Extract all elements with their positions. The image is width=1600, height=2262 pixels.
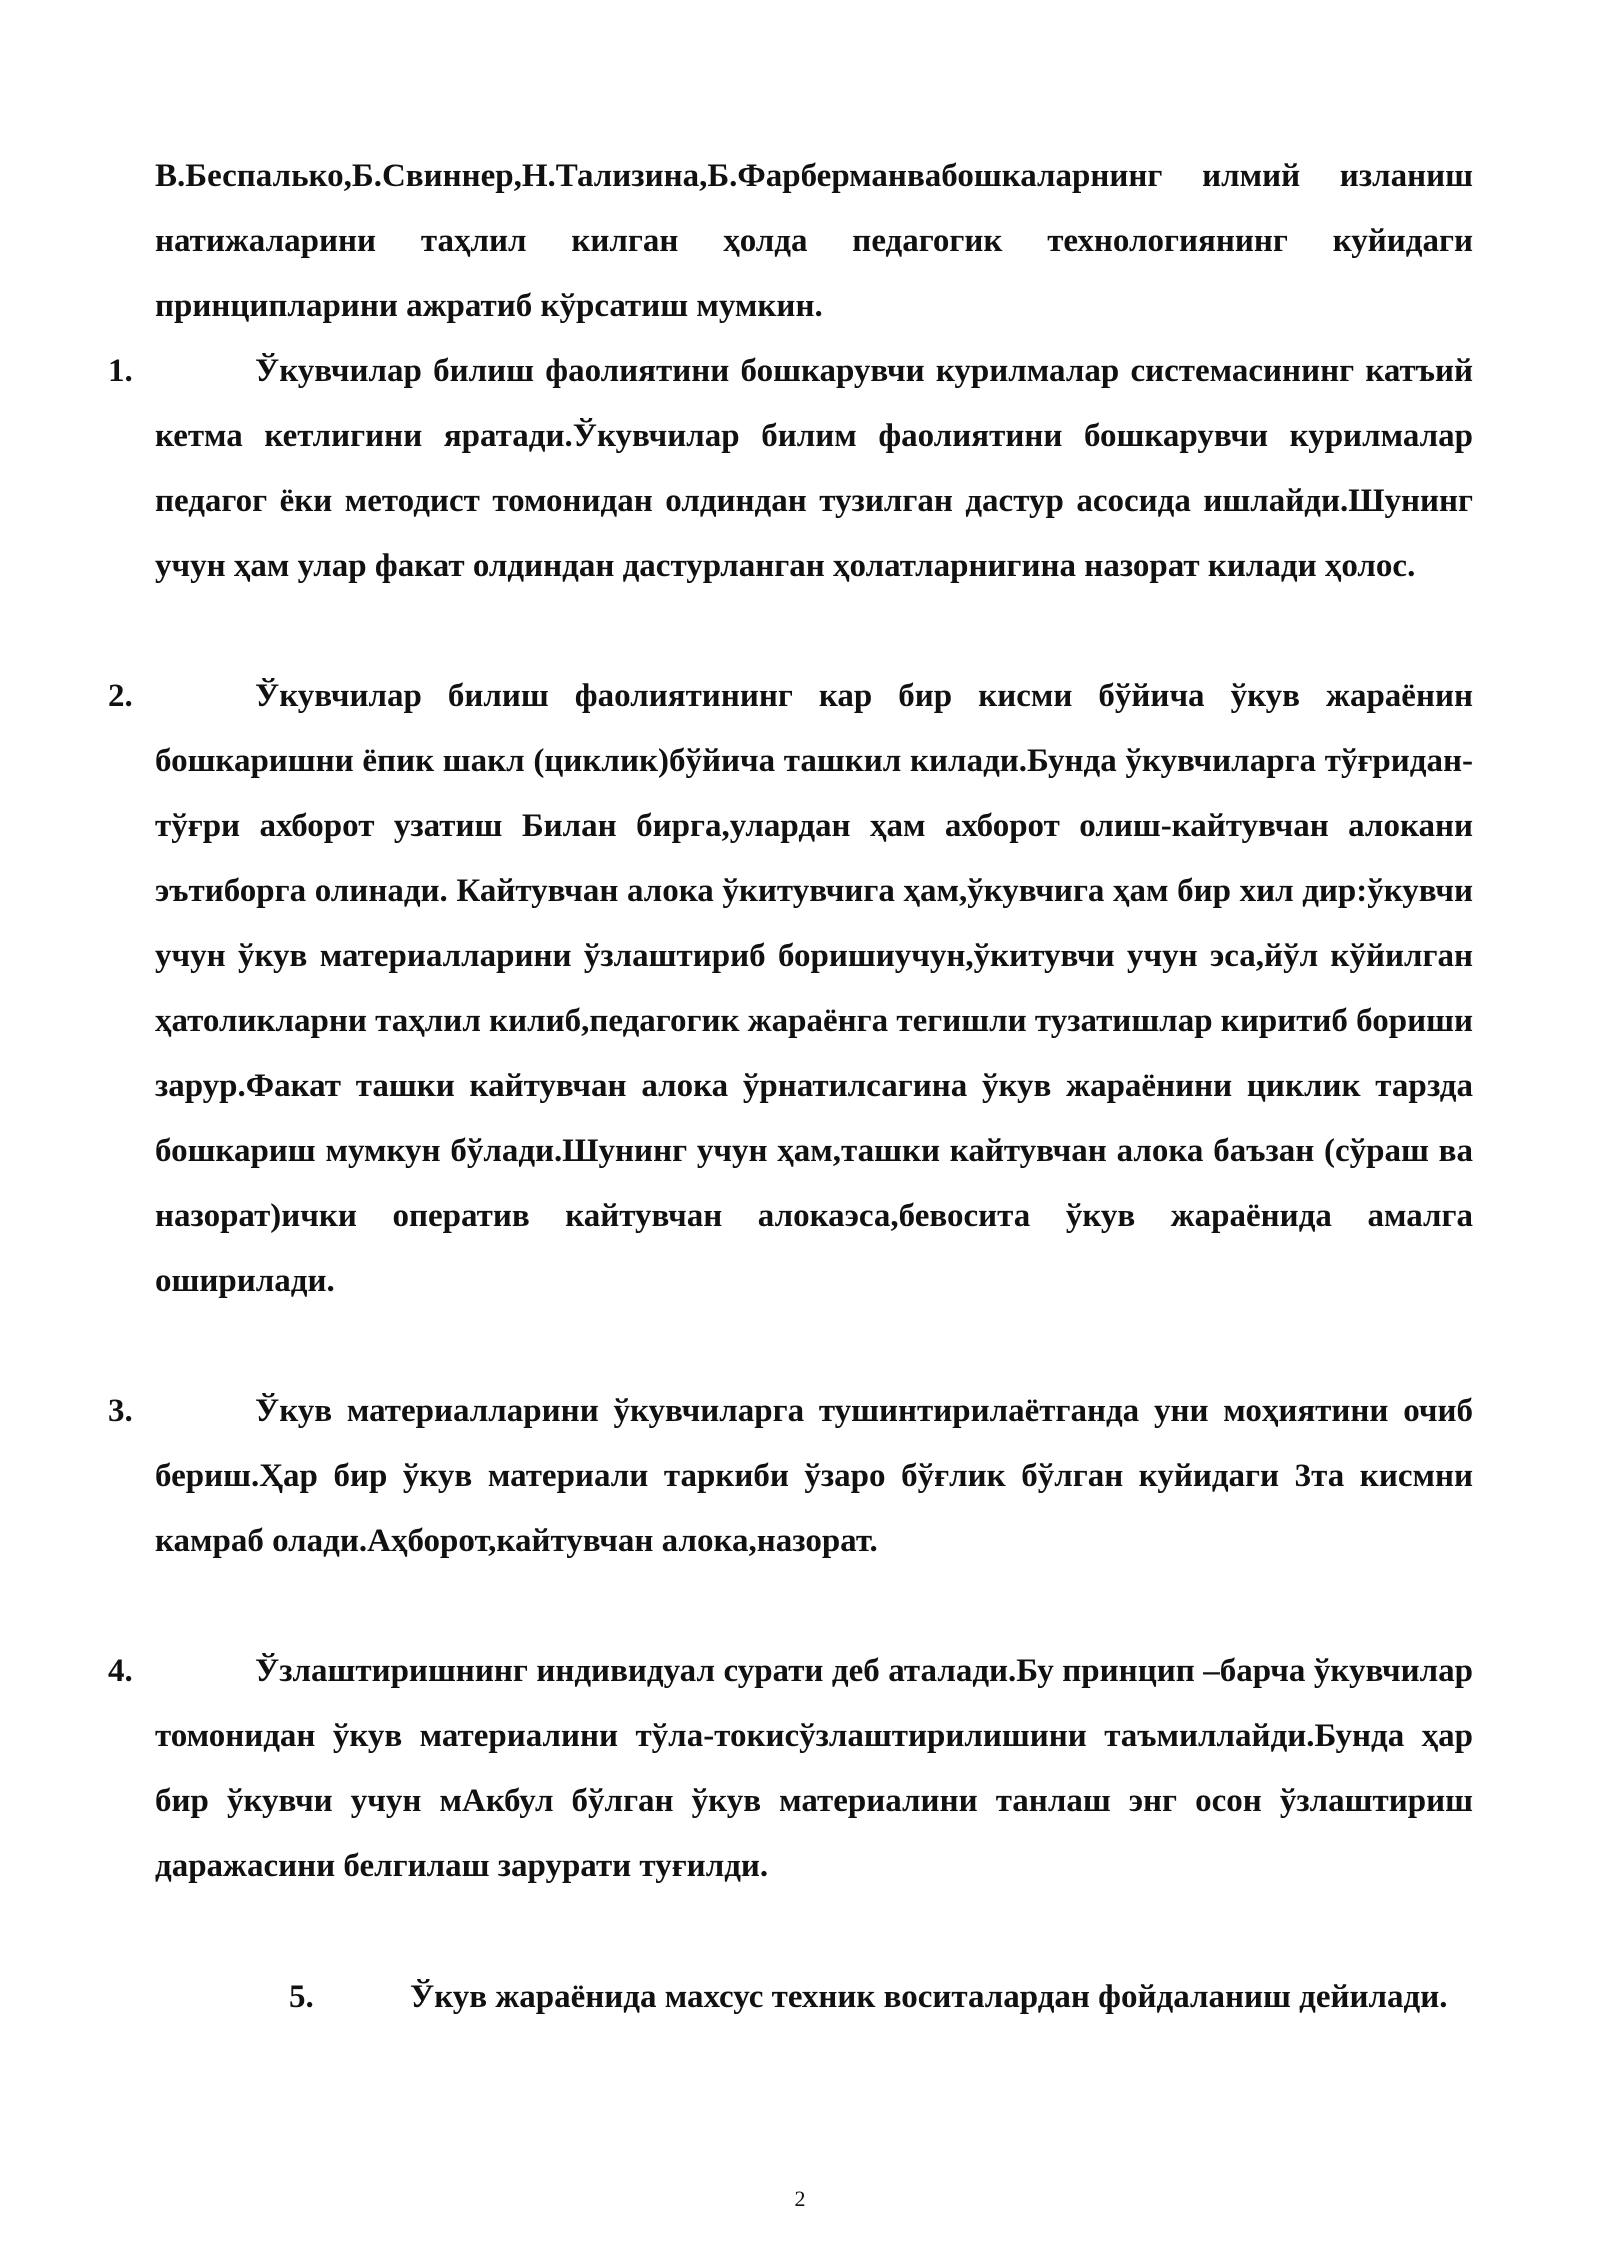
list-item-5 xyxy=(155,1965,1473,2030)
list-item-number: 5. xyxy=(289,1979,314,2015)
list-item-number: 3. xyxy=(108,1393,133,1429)
intro-paragraph: В.Беспалько,Б.Свиннер,Н.Тализина,Б.Фарберманвабошкаларнинг илмий изланиш натижаларини таҳлил килган ҳолда педагогик технологиянинг куйидаги принципларини ажратиб кўрсатиш мумкин. xyxy=(155,158,1473,324)
list-item-text: Ўкувчилар билиш фаолиятининг кар бир кисми бўйича ўкув жараёнин бошкаришни ёпик шакл (циклик)бўйича ташкил килади.Бунда ўкувчиларга тўғридан-тўғри ахборот узатиш Билан бирга,улардан ҳам ахборот олиш-кайтувчан алокани эътиборга олинади. Кайтувчан алока ўкитувчига ҳам,ўкувчига ҳам бир хил дир:ўкувчи учун ўкув материалларини ўзлаштириб боришиучун,ўкитувчи учун эса,йўл кўйилган ҳатоликларни таҳлил килиб,педагогик жараёнга тегишли тузатишлар киритиб бориши зарур.Факат ташки кайтувчан алока ўрнатилсагина ўкув жараёнини циклик тарзда бошкариш мумкун бўлади.Шунинг учун ҳам,ташки кайтувчан алока баъзан (сўраш ва назорат)ички оператив кайтувчан алокаэса,бевосита ўкув жараёнида амалга оширилади. xyxy=(155,678,1473,1299)
list-item-text: Ўзлаштиришнинг индивидуал сурати деб аталади.Бу принцип –барча ўкувчилар томонидан ўкув материалини тўла-токисўзлаштирилишини таъмиллайди.Бунда ҳар бир ўкувчи учун мАкбул бўлган ўкув материалини танлаш энг осон ўзлаштириш даражасини белгилаш зарурати туғилди. xyxy=(155,1653,1473,1884)
list-item-text: Ўкув жараёнида махсус техник воситалардан фойдаланиш дейилади. xyxy=(410,1979,1448,2015)
list-item-text: Ўкувчилар билиш фаолиятини бошкарувчи курилмалар системасининг катъий кетма кетлигини яратади.Ўкувчилар билим фаолиятини бошкарувчи курилмалар педагог ёки методист томонидан олдиндан тузилган дастур асосида ишлайди.Шунинг учун ҳам улар факат олдиндан дастурланган ҳолатларнигина назорат килади ҳолос. xyxy=(155,353,1473,584)
list-item-number: 4. xyxy=(108,1653,133,1689)
list-item-3 xyxy=(108,1379,1473,1574)
list-item-1 xyxy=(108,339,1473,599)
list-item-4 xyxy=(108,1639,1473,1899)
list-item-text: Ўкув материалларини ўкувчиларга тушинтирилаётганда уни моҳиятини очиб бериш.Ҳар бир ўкув материали таркиби ўзаро бўғлик бўлган куйидаги 3та кисмни камраб олади.Аҳборот,кайтувчан алока,назорат. xyxy=(155,1393,1473,1559)
list-item-number: 2. xyxy=(108,678,133,714)
list-item-number: 1. xyxy=(108,353,133,389)
list-item-2 xyxy=(108,664,1473,1314)
page-number: 2 xyxy=(794,2186,806,2211)
